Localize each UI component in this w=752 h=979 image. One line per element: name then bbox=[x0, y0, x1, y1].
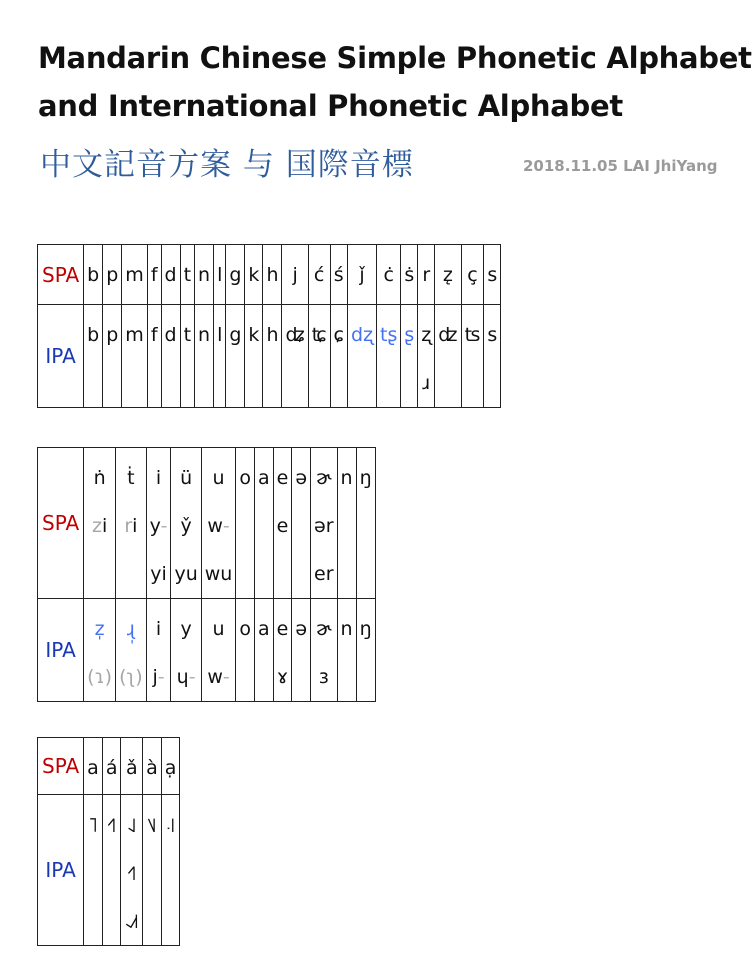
tone-letter-line bbox=[124, 849, 139, 897]
spa-symbol: k bbox=[248, 264, 260, 286]
ipa-symbol-line bbox=[266, 311, 278, 359]
tone-letter: ꜋ bbox=[165, 813, 176, 837]
ipa-symbol: ɤ bbox=[276, 666, 289, 688]
tone-letter: ˧˥ bbox=[106, 813, 117, 837]
ipa-symbol-line bbox=[174, 605, 197, 653]
ipa-symbol-line bbox=[277, 653, 289, 701]
ipa-symbol-line bbox=[205, 605, 233, 653]
tone-letter: ˧˥ bbox=[126, 861, 137, 885]
consonant-spa-cell bbox=[226, 245, 245, 305]
ipa-symbol-line bbox=[312, 311, 327, 359]
ipa-symbol: p bbox=[106, 324, 119, 346]
ipa-symbol: y bbox=[180, 618, 192, 640]
ipa-symbol-line bbox=[217, 311, 222, 359]
ipa-symbol: i bbox=[155, 618, 162, 640]
spa-symbol: ṅ bbox=[93, 467, 106, 489]
ipa-symbol: w bbox=[207, 666, 223, 688]
consonant-ipa-cell bbox=[418, 305, 435, 408]
spa-symbol: p bbox=[106, 264, 119, 286]
spa-symbol: ś bbox=[333, 264, 344, 286]
consonant-spa-cell bbox=[401, 245, 418, 305]
consonant-spa-cell bbox=[461, 245, 484, 305]
consonant-spa-cell bbox=[377, 245, 401, 305]
spa-symbol: ǎ bbox=[125, 757, 138, 779]
vowel-spa-cell bbox=[356, 448, 375, 599]
spa-symbol-line bbox=[277, 454, 289, 502]
ipa-symbol: g bbox=[229, 324, 242, 346]
consonant-spa-cell bbox=[214, 245, 226, 305]
consonant-spa-cell bbox=[84, 245, 103, 305]
spa-symbol-line bbox=[87, 454, 112, 502]
spa-symbol: s bbox=[487, 264, 498, 286]
consonant-spa-cell bbox=[263, 245, 282, 305]
spa-symbol: w bbox=[207, 515, 223, 537]
consonant-table bbox=[37, 244, 501, 408]
consonant-ipa-cell bbox=[214, 305, 226, 408]
spa-symbol: ṫ bbox=[127, 467, 135, 489]
consonant-spa-cell bbox=[308, 245, 330, 305]
ipa-symbol: ɕ bbox=[333, 324, 344, 346]
consonant-ipa-cell bbox=[347, 305, 376, 408]
spa-symbol-line bbox=[341, 454, 353, 502]
spa-symbol-line bbox=[295, 454, 307, 502]
ipa-symbol-line bbox=[87, 311, 99, 359]
consonant-spa-cell bbox=[484, 245, 501, 305]
ipa-symbol-line bbox=[334, 311, 344, 359]
spa-symbol: y̌ bbox=[180, 515, 192, 537]
ipa-symbol: - bbox=[222, 666, 230, 688]
spa-symbol: l bbox=[217, 264, 223, 286]
ipa-symbol: s bbox=[487, 324, 498, 346]
spa-symbol: h bbox=[266, 264, 279, 286]
ipa-symbol: z̩ bbox=[94, 618, 105, 640]
spa-symbol: - bbox=[160, 515, 168, 537]
spa-symbol: - bbox=[222, 515, 230, 537]
spa-symbol-line bbox=[119, 454, 143, 502]
spa-symbol: ü bbox=[180, 467, 193, 489]
ipa-symbol: ʂ bbox=[404, 324, 415, 346]
vowel-ipa-cell bbox=[146, 599, 171, 702]
vowel-spa-cell bbox=[116, 448, 147, 599]
consonant-ipa-cell bbox=[484, 305, 501, 408]
ipa-symbol-line bbox=[404, 311, 414, 359]
consonant-spa-cell bbox=[282, 245, 308, 305]
spa-symbol-line bbox=[314, 550, 334, 598]
ipa-symbol-line bbox=[314, 653, 334, 701]
consonant-ipa-cell bbox=[308, 305, 330, 408]
tone-ipa-cell bbox=[102, 795, 121, 946]
ipa-symbol: o bbox=[239, 618, 251, 640]
spa-symbol: yu bbox=[174, 563, 198, 585]
ipa-symbol: ŋ bbox=[359, 618, 372, 640]
spa-symbol: g bbox=[229, 264, 242, 286]
spa-symbol: ć bbox=[313, 264, 325, 286]
spa-label: SPA bbox=[38, 245, 84, 305]
vowel-spa-cell bbox=[146, 448, 171, 599]
ipa-symbol-line bbox=[258, 605, 270, 653]
spa-symbol: ṡ bbox=[404, 264, 415, 286]
vowel-ipa-row bbox=[38, 599, 376, 702]
spa-symbol-line bbox=[360, 454, 372, 502]
tone-letter-line bbox=[106, 801, 118, 849]
ipa-symbol: u bbox=[212, 618, 225, 640]
ipa-symbol: j bbox=[152, 666, 158, 688]
tone-ipa-cell bbox=[121, 795, 143, 946]
tone-letter-line bbox=[165, 801, 177, 849]
ipa-symbol: (ʅ) bbox=[119, 666, 143, 688]
spa-symbol: ɚ bbox=[316, 467, 332, 489]
vowel-ipa-cell bbox=[254, 599, 273, 702]
vowel-ipa-cell bbox=[236, 599, 255, 702]
vowel-spa-cell bbox=[337, 448, 356, 599]
spa-symbol: u bbox=[212, 467, 225, 489]
ipa-symbol: d bbox=[164, 324, 177, 346]
spa-symbol-line bbox=[205, 502, 233, 550]
consonant-spa-cell bbox=[122, 245, 148, 305]
spa-symbol-line bbox=[150, 502, 168, 550]
vowel-ipa-cell bbox=[171, 599, 201, 702]
vowel-spa-row bbox=[38, 448, 376, 599]
consonant-ipa-cell bbox=[377, 305, 401, 408]
spa-symbol-line bbox=[239, 454, 251, 502]
spa-symbol: a bbox=[87, 757, 99, 779]
consonant-ipa-cell bbox=[122, 305, 148, 408]
consonant-spa-cell bbox=[435, 245, 461, 305]
spa-symbol: m bbox=[125, 264, 144, 286]
vowel-spa-cell bbox=[254, 448, 273, 599]
vowel-ipa-cell bbox=[292, 599, 311, 702]
spa-symbol: yi bbox=[150, 563, 167, 585]
vowel-spa-cell bbox=[273, 448, 292, 599]
spa-symbol: a bbox=[257, 467, 270, 489]
ipa-symbol: (ɿ) bbox=[87, 666, 113, 688]
ipa-symbol-line bbox=[277, 605, 289, 653]
consonant-ipa-cell bbox=[103, 305, 122, 408]
tone-ipa-cell bbox=[84, 795, 103, 946]
spa-symbol-line bbox=[205, 454, 233, 502]
tone-spa-cell bbox=[84, 738, 103, 795]
ipa-symbol: ʐ bbox=[421, 324, 432, 346]
tone-ipa-cell bbox=[143, 795, 162, 946]
page-title bbox=[38, 34, 752, 130]
vowel-ipa-cell bbox=[116, 599, 147, 702]
date-author: 2018.11.05 LAI JhiYang bbox=[523, 157, 718, 175]
ipa-symbol: ɚ bbox=[316, 618, 332, 640]
tone-spa-cell bbox=[121, 738, 143, 795]
spa-symbol: wu bbox=[204, 563, 233, 585]
spa-symbol: n bbox=[340, 467, 353, 489]
ipa-label: IPA bbox=[38, 795, 84, 946]
vowel-ipa-cell bbox=[337, 599, 356, 702]
consonant-ipa-cell bbox=[435, 305, 461, 408]
ipa-label: IPA bbox=[38, 305, 84, 408]
spa-symbol-line bbox=[87, 502, 112, 550]
tone-table bbox=[37, 737, 180, 946]
consonant-ipa-cell bbox=[84, 305, 103, 408]
spa-symbol: d bbox=[164, 264, 177, 286]
tone-spa-cell bbox=[102, 738, 121, 795]
ipa-symbol-line bbox=[151, 311, 158, 359]
ipa-symbol-line bbox=[106, 311, 118, 359]
ipa-symbol: h bbox=[266, 324, 279, 346]
ipa-symbol: ɥ bbox=[176, 666, 189, 688]
tone-letter: ˥ bbox=[88, 813, 98, 837]
ipa-symbol: a bbox=[257, 618, 270, 640]
consonant-spa-cell bbox=[347, 245, 376, 305]
ipa-symbol-line bbox=[165, 311, 177, 359]
spa-symbol: ċ bbox=[383, 264, 394, 286]
spa-symbol: o bbox=[239, 467, 251, 489]
title-line-2: and International Phonetic Alphabet bbox=[38, 89, 623, 123]
ipa-symbol-line bbox=[465, 311, 481, 359]
consonant-spa-cell bbox=[103, 245, 122, 305]
consonant-ipa-cell bbox=[147, 305, 161, 408]
consonant-spa-row bbox=[38, 245, 501, 305]
ipa-symbol-line bbox=[87, 605, 112, 653]
consonant-ipa-cell bbox=[330, 305, 347, 408]
consonant-ipa-cell bbox=[195, 305, 214, 408]
ipa-symbol: ʦ bbox=[464, 324, 481, 346]
ipa-symbol: l bbox=[217, 324, 223, 346]
tone-letter-line bbox=[124, 897, 139, 945]
ipa-symbol-line bbox=[341, 605, 353, 653]
spa-symbol: ç bbox=[467, 264, 478, 286]
ipa-symbol-line bbox=[380, 311, 397, 359]
spa-symbol: i bbox=[101, 515, 108, 537]
spa-symbol: ạ bbox=[164, 757, 177, 779]
ipa-symbol-line bbox=[198, 311, 210, 359]
spa-symbol-line bbox=[314, 454, 334, 502]
ipa-symbol-line bbox=[295, 605, 307, 653]
spa-symbol: n bbox=[198, 264, 211, 286]
tone-spa-cell bbox=[161, 738, 180, 795]
ipa-symbol: f bbox=[150, 324, 158, 346]
tone-spa-row bbox=[38, 738, 180, 795]
spa-symbol-line bbox=[174, 454, 197, 502]
spa-symbol: b bbox=[87, 264, 100, 286]
ipa-symbol-line bbox=[119, 653, 143, 701]
tone-letter: ˥˩ bbox=[147, 813, 157, 837]
tone-spa-cell bbox=[143, 738, 162, 795]
vowel-spa-cell bbox=[236, 448, 255, 599]
spa-symbol-line bbox=[150, 550, 168, 598]
ipa-symbol: ə bbox=[295, 618, 308, 640]
ipa-symbol: m bbox=[125, 324, 144, 346]
ipa-symbol-line bbox=[421, 359, 431, 407]
consonant-ipa-cell bbox=[161, 305, 180, 408]
consonant-spa-cell bbox=[418, 245, 435, 305]
ipa-symbol-line bbox=[285, 311, 304, 359]
spa-symbol: r bbox=[422, 264, 431, 286]
spa-symbol-line bbox=[174, 502, 197, 550]
spa-symbol: ǰ bbox=[359, 264, 365, 286]
spa-symbol-line bbox=[205, 550, 233, 598]
spa-symbol-line bbox=[150, 454, 168, 502]
spa-symbol: á bbox=[105, 757, 118, 779]
vowel-spa-cell bbox=[201, 448, 236, 599]
vowel-spa-cell bbox=[292, 448, 311, 599]
consonant-spa-cell bbox=[330, 245, 347, 305]
consonant-ipa-cell bbox=[245, 305, 263, 408]
vowel-ipa-cell bbox=[201, 599, 236, 702]
tone-letter-line bbox=[87, 801, 99, 849]
spa-symbol: i bbox=[132, 515, 138, 537]
ipa-symbol: n bbox=[340, 618, 353, 640]
consonant-ipa-row bbox=[38, 305, 501, 408]
consonant-ipa-cell bbox=[282, 305, 308, 408]
ipa-symbol-line bbox=[314, 605, 334, 653]
ipa-symbol: - bbox=[157, 666, 165, 688]
spa-symbol: ŋ bbox=[359, 467, 372, 489]
spa-label: SPA bbox=[38, 448, 84, 599]
ipa-symbol-line bbox=[229, 311, 241, 359]
tone-letter-line bbox=[146, 801, 158, 849]
ipa-symbol: k bbox=[248, 324, 260, 346]
ipa-symbol-line bbox=[119, 605, 143, 653]
tone-letter: ˨˩˦ bbox=[124, 909, 140, 933]
ipa-label: IPA bbox=[38, 599, 84, 702]
ipa-symbol: ʣ bbox=[438, 324, 458, 346]
vowel-spa-cell bbox=[84, 448, 116, 599]
spa-symbol: y bbox=[149, 515, 161, 537]
vowel-spa-cell bbox=[171, 448, 201, 599]
ipa-symbol: tʂ bbox=[380, 324, 398, 346]
consonant-ipa-cell bbox=[180, 305, 194, 408]
consonant-ipa-cell bbox=[461, 305, 484, 408]
consonant-spa-cell bbox=[245, 245, 263, 305]
spa-symbol: z̨ bbox=[442, 264, 453, 286]
ipa-symbol-line bbox=[360, 605, 372, 653]
vowel-ipa-cell bbox=[84, 599, 116, 702]
spa-symbol: ə bbox=[295, 467, 308, 489]
consonant-ipa-cell bbox=[401, 305, 418, 408]
spa-symbol: à bbox=[146, 757, 158, 779]
spa-symbol-line bbox=[119, 502, 143, 550]
spa-symbol-line bbox=[258, 454, 270, 502]
ipa-symbol: b bbox=[87, 324, 100, 346]
ipa-symbol: ɹ bbox=[422, 372, 431, 394]
ipa-symbol-line bbox=[239, 605, 251, 653]
ipa-symbol-line bbox=[174, 653, 197, 701]
spa-symbol: e bbox=[276, 467, 289, 489]
ipa-symbol: ɜ bbox=[318, 666, 329, 688]
ipa-symbol-line bbox=[87, 653, 112, 701]
spa-symbol: t bbox=[183, 264, 192, 286]
spa-symbol: er bbox=[314, 563, 334, 585]
ipa-symbol: dʐ bbox=[350, 324, 374, 346]
ipa-symbol-line bbox=[487, 311, 497, 359]
ipa-symbol: - bbox=[188, 666, 196, 688]
vowel-ipa-cell bbox=[311, 599, 338, 702]
ipa-symbol-line bbox=[150, 605, 168, 653]
consonant-ipa-cell bbox=[226, 305, 245, 408]
vowel-spa-cell bbox=[311, 448, 338, 599]
title-line-1: Mandarin Chinese Simple Phonetic Alphabet bbox=[38, 41, 752, 75]
ipa-symbol-line bbox=[125, 311, 144, 359]
spa-symbol: j bbox=[292, 264, 298, 286]
spa-symbol: i bbox=[155, 467, 162, 489]
ipa-symbol-line bbox=[438, 311, 457, 359]
spa-label: SPA bbox=[38, 738, 84, 795]
consonant-spa-cell bbox=[161, 245, 180, 305]
spa-symbol: r bbox=[124, 515, 133, 537]
tone-ipa-row bbox=[38, 795, 180, 946]
ipa-symbol: e bbox=[276, 618, 289, 640]
ipa-symbol: n bbox=[198, 324, 211, 346]
consonant-spa-cell bbox=[195, 245, 214, 305]
consonant-spa-cell bbox=[180, 245, 194, 305]
spa-symbol: e bbox=[276, 515, 289, 537]
consonant-ipa-cell bbox=[263, 305, 282, 408]
ipa-symbol-line bbox=[150, 653, 168, 701]
tone-ipa-cell bbox=[161, 795, 180, 946]
spa-symbol-line bbox=[314, 502, 334, 550]
ipa-symbol-line bbox=[184, 311, 191, 359]
ipa-symbol-line bbox=[205, 653, 233, 701]
spa-symbol: f bbox=[150, 264, 158, 286]
ipa-symbol: ɻ̩ bbox=[126, 618, 135, 640]
ipa-symbol: ʥ bbox=[285, 324, 305, 346]
spa-symbol-line bbox=[174, 550, 197, 598]
consonant-spa-cell bbox=[147, 245, 161, 305]
tone-letter: ˨˩ bbox=[126, 813, 137, 837]
ipa-symbol: ʨ bbox=[311, 324, 327, 346]
tone-letter-line bbox=[124, 801, 139, 849]
ipa-symbol-line bbox=[421, 311, 431, 359]
chinese-title: 中文記音方案 与 国際音標 bbox=[40, 147, 414, 183]
spa-symbol-line bbox=[277, 502, 289, 550]
spa-symbol: z bbox=[91, 515, 102, 537]
vowel-ipa-cell bbox=[273, 599, 292, 702]
vowel-table bbox=[37, 447, 376, 702]
ipa-symbol: t bbox=[183, 324, 192, 346]
ipa-symbol-line bbox=[351, 311, 373, 359]
ipa-symbol-line bbox=[248, 311, 259, 359]
vowel-ipa-cell bbox=[356, 599, 375, 702]
spa-symbol: ər bbox=[314, 515, 334, 537]
